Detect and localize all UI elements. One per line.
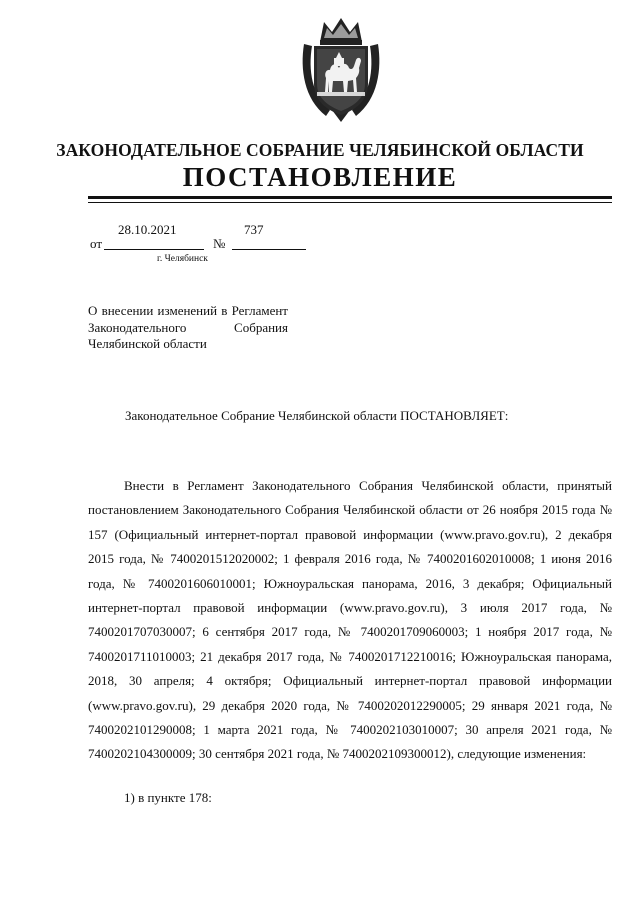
city-name: г. Челябинск	[157, 254, 208, 264]
header-rule-thin	[88, 202, 612, 203]
from-label: от	[90, 236, 103, 251]
number-underline	[232, 249, 306, 250]
document-number: 737	[244, 222, 264, 237]
date-underline	[104, 249, 204, 250]
preamble: Законодательное Собрание Челябинской области ПОСТАНОВЛЯЕТ:	[125, 408, 509, 423]
document-type-title: ПОСТАНОВЛЕНИЕ	[182, 162, 458, 192]
coat-of-arms-icon	[298, 14, 384, 124]
list-item-1: 1) в пункте 178:	[124, 790, 212, 805]
organization-name: ЗАКОНОДАТЕЛЬНОЕ СОБРАНИЕ ЧЕЛЯБИНСКОЙ ОБЛАСТИ	[56, 140, 584, 160]
body-paragraph: Внести в Регламент Законодательного Собрания Челябинской области, принятый постановлением Законодательного Собрания Челябинской области от 26 ноября 2015 года № 157 (Официальный интернет-портал правовой информации (www.pravo.gov.ru), 2 декабря 2015 года, № 7400201512020002; 1 февраля 2016 года, № 7400201602010008; 1 июня 2016 года, № 7400201606010001; Южноуральская панорама, 2016, 3 декабря; Официальный интернет-портал правовой информации (www.pravo.gov.ru), 3 июля 2017 года, № 7400201707030007; 6 сентября 2017 года, № 7400201709060003; 1 ноября 2017 года, № 7400201711010003; 21 декабря 2017 года, № 7400201712210016; Южноуральская панорама, 2018, 30 апреля; 4 октября; Официальный интернет-портал правовой информации (www.pravo.gov.ru), 29 декабря 2020 года, № 7400202012290005; 29 января 2021 года, № 7400202101290008; 1 марта 2021 года, № 7400202103010007; 30 апреля 2021 года, № 7400202104300009; 30 сентября 2021 года, № 7400202109300012), следующие изменения:	[88, 478, 612, 762]
document-date: 28.10.2021	[118, 222, 177, 237]
header-rule-thick	[88, 196, 612, 199]
document-subject: О внесении изменений в Регламент Законодательного Собрания Челябинской области	[88, 303, 288, 351]
number-label: №	[213, 236, 226, 251]
